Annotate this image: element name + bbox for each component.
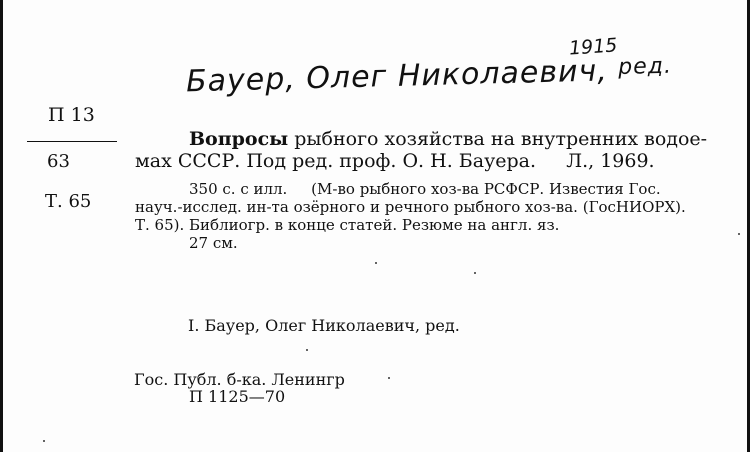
shelfmark-line-3: Т. 65 <box>45 191 92 212</box>
scan-speck <box>474 272 476 274</box>
handwritten-author-name: Бауер, Олег Николаевич, <box>185 53 609 100</box>
entry-line-6: 27 см. <box>189 234 238 252</box>
shelfmark-line-1: П 13 <box>48 104 95 126</box>
scan-speck <box>375 262 377 264</box>
handwritten-year: 1915 <box>568 34 619 60</box>
entry-title-line <box>189 128 707 150</box>
scan-speck <box>388 377 390 379</box>
scan-speck <box>43 440 45 442</box>
scan-speck <box>738 233 740 235</box>
scan-speck <box>306 349 308 351</box>
tracing-entry: I. Бауер, Олег Николаевич, ред. <box>188 316 460 335</box>
handwritten-role: ред. <box>617 53 673 81</box>
entry-line-2: мах СССР. Под ред. проф. О. Н. Бауера. Л., 1969. <box>135 150 655 172</box>
entry-line-3: 350 с. с илл. (М-во рыбного хоз-ва РСФСР. Известия Гос. <box>189 180 661 198</box>
library-stamp-line-2: П 1125—70 <box>189 387 286 406</box>
library-stamp-line-1: Гос. Публ. б-ка. Ленингр <box>134 370 345 389</box>
entry-title-bold: Вопросы <box>189 128 289 150</box>
entry-line-5: Т. 65). Библиогр. в конце статей. Резюме на англ. яз. <box>135 216 560 234</box>
shelfmark-line-2: 63 <box>47 151 70 172</box>
entry-title-rest: рыбного хозяйства на внутренних водое- <box>288 128 708 150</box>
handwritten-author <box>186 52 673 100</box>
shelfmark-divider <box>27 141 117 142</box>
entry-line-4: науч.-исслед. ин-та озёрного и речного рыбного хоз-ва. (ГосНИОРХ). <box>135 198 686 216</box>
